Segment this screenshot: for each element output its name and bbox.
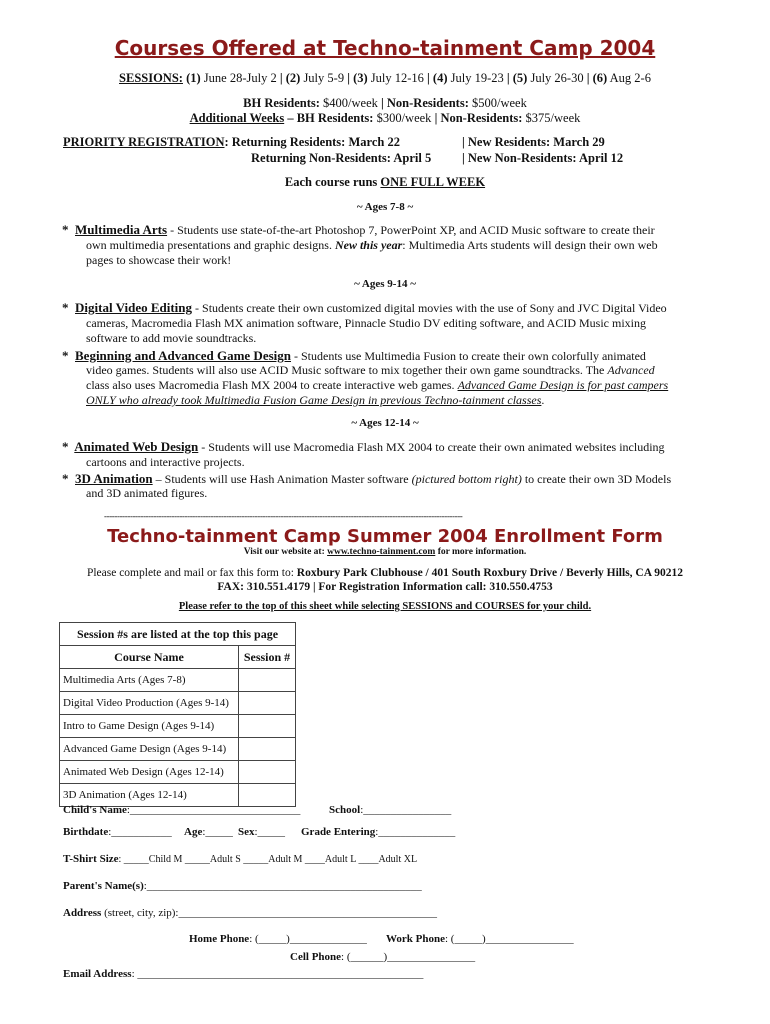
parent-field[interactable] <box>63 880 422 892</box>
course-game-desc-2 <box>86 363 655 378</box>
course-game-desc-3 <box>86 378 668 393</box>
session-number: (5) <box>512 71 528 85</box>
cell-phone-field[interactable] <box>290 951 475 963</box>
course-multimedia-desc-2c: : Multimedia Arts students will design their own web <box>402 238 658 252</box>
session-cell[interactable] <box>239 738 296 761</box>
age-group-7-8: ~ Ages 7-8 ~ <box>356 201 414 213</box>
session-dates: July 12-16 <box>370 71 424 85</box>
sex-field[interactable] <box>238 826 285 838</box>
course-cell: Multimedia Arts (Ages 7-8) <box>60 669 239 692</box>
course-multimedia-desc-1: - Students use state-of-the-art Photoshop 7, PowerPoint XP, and ACID Music software to create their <box>170 223 655 237</box>
course-multimedia-desc-2a: own multimedia presentations and graphic designs. <box>86 238 335 252</box>
course-3d-title: 3D Animation <box>75 471 153 486</box>
website-prefix: Visit our website at: <box>243 547 328 557</box>
home-phone-label: Home Phone <box>189 933 250 945</box>
mail-prefix: Please complete and mail or fax this form to: <box>86 567 297 579</box>
tshirt-field[interactable] <box>63 853 417 865</box>
nonres-price: $500/week <box>471 96 527 110</box>
table-row <box>60 692 296 715</box>
course-duration-prefix: Each course runs <box>284 175 381 189</box>
website-suffix: for more information. <box>435 547 527 557</box>
course-multimedia: * Multimedia Arts - Students use state-of-the-art Photoshop 7, PowerPoint XP, and ACID Music software to create their <box>62 222 655 237</box>
course-multimedia-desc-3: pages to showcase their work! <box>86 253 232 267</box>
course-video-desc-1: - Students create their own customized digital movies with the use of Sony and JVC Digital Video <box>195 301 667 315</box>
work-phone-label: Work Phone <box>386 933 445 945</box>
additional-nonres-price: $375/week <box>525 111 581 125</box>
bh-price: $400/week <box>323 96 378 110</box>
additional-weeks-line: Additional Weeks – BH Residents: $300/week | Non-Residents: $375/week <box>189 111 581 125</box>
website-link[interactable]: www.techno-tainment.com <box>327 547 436 557</box>
email-field[interactable] <box>63 968 423 980</box>
session-cell[interactable] <box>239 669 296 692</box>
course-game-note-2: ONLY who already took Multimedia Fusion Game Design in previous Techno-tainment classes <box>86 393 542 407</box>
course-cell: Advanced Game Design (Ages 9-14) <box>60 738 239 761</box>
nonres-label: Non-Residents: <box>386 96 469 110</box>
website-line <box>0 547 770 557</box>
additional-bh-label: – BH Residents: <box>287 111 374 125</box>
priority-new-nonres: | New Non-Residents: April 12 <box>462 151 624 165</box>
course-game: * Beginning and Advanced Game Design - Students use Multimedia Fusion to create their own colorfully animated <box>62 348 646 363</box>
age-line[interactable]: :_____ <box>202 826 233 838</box>
session-dates: July 26-30 <box>530 71 584 85</box>
session-dates: June 28-July 2 <box>203 71 277 85</box>
course-cell: Digital Video Production (Ages 9-14) <box>60 692 239 715</box>
session-number: (3) <box>353 71 368 85</box>
course-session-table <box>59 622 296 807</box>
parent-label: Parent's Name(s) <box>63 880 144 892</box>
home-phone-field[interactable] <box>189 933 367 945</box>
additional-bh-price: $300/week <box>376 111 432 125</box>
enrollment-title: Techno-tainment Camp Summer 2004 Enrollment Form <box>107 526 663 547</box>
session-cell[interactable] <box>239 761 296 784</box>
work-phone-field[interactable] <box>386 933 574 945</box>
home-phone-line[interactable]: : (_____)______________ <box>249 933 367 945</box>
email-line[interactable]: : ____________________________________________________ <box>131 968 424 980</box>
child-name-line[interactable]: :_______________________________ <box>126 804 301 816</box>
course-game-desc-1: - Students use Multimedia Fusion to create their own colorfully animated <box>294 349 646 363</box>
priority-returning-residents: : Returning Residents: March 22 <box>224 135 400 149</box>
table-row <box>60 761 296 784</box>
address-hint: (street, city, zip): <box>101 907 179 919</box>
sessions-list: (1) June 28-July 2 | (2) July 5-9 | (3) July 12-16 | (4) July 19-23 | (5) July 26-30 | (6) Aug 2-6 <box>186 71 651 85</box>
course-video-title: Digital Video Editing <box>75 300 193 315</box>
course-web-desc-2: cartoons and interactive projects. <box>86 455 245 469</box>
section-divider: ------------------------------------------------------------------------------------------------------------------------------------------ <box>104 511 463 521</box>
course-game-note-end: . <box>541 393 545 407</box>
session-dates: Aug 2-6 <box>609 71 651 85</box>
child-name-label: Child's Name <box>63 804 127 816</box>
grade-field[interactable] <box>301 826 455 838</box>
course-game-title: Beginning and Advanced Game Design <box>75 348 291 363</box>
session-number: (4) <box>432 71 448 85</box>
course-web-title: Animated Web Design <box>74 439 199 454</box>
course-web: * Animated Web Design - Students will use Macromedia Flash MX 2004 to create their own animated websites including <box>62 439 665 454</box>
session-number: (1) <box>186 71 201 85</box>
session-cell[interactable] <box>239 692 296 715</box>
course-game-desc-4 <box>86 393 544 408</box>
birthdate-line[interactable]: :___________ <box>108 826 172 838</box>
course-game-advanced: Advanced <box>607 363 655 377</box>
cell-phone-line[interactable]: : (______)________________ <box>341 951 476 963</box>
sex-line[interactable]: :_____ <box>254 826 286 838</box>
table-row <box>60 669 296 692</box>
course-3d-desc-1b: (pictured bottom right) <box>411 472 522 486</box>
child-name-field[interactable] <box>63 804 300 816</box>
course-3d-desc-1c: to create their own 3D Models <box>521 472 672 486</box>
school-field[interactable] <box>329 804 451 816</box>
col-course-name: Course Name <box>60 646 239 669</box>
grade-line[interactable]: :______________ <box>375 826 456 838</box>
school-line[interactable]: :________________ <box>360 804 452 816</box>
course-cell: Animated Web Design (Ages 12-14) <box>60 761 239 784</box>
sex-label: Sex <box>238 826 255 838</box>
age-label: Age <box>184 826 203 838</box>
priority-label: PRIORITY REGISTRATION <box>63 135 225 149</box>
table-caption: Session #s are listed at the top this page <box>60 623 296 646</box>
address-label: Address <box>63 907 102 919</box>
school-label: School <box>329 804 361 816</box>
course-game-note-1: Advanced Game Design is for past campers <box>457 378 669 392</box>
course-3d-desc-2: and 3D animated figures. <box>86 486 208 500</box>
course-cell: 3D Animation (Ages 12-14) <box>60 784 239 807</box>
page-title: Courses Offered at Techno-tainment Camp 2004 <box>114 36 656 60</box>
mail-line <box>0 567 770 579</box>
table-row <box>60 738 296 761</box>
pricing-line: BH Residents: $400/week | Non-Residents: $500/week <box>243 96 527 110</box>
refer-note: Please refer to the top of this sheet while selecting SESSIONS and COURSES for your child. <box>178 601 592 612</box>
parent-line[interactable]: :__________________________________________________ <box>143 880 422 892</box>
course-video-desc-3: software to add movie soundtracks. <box>86 331 257 345</box>
grade-label: Grade Entering <box>301 826 376 838</box>
priority-new-residents: | New Residents: March 29 <box>462 135 605 149</box>
age-group-9-14: ~ Ages 9-14 ~ <box>354 278 416 290</box>
course-multimedia-title: Multimedia Arts <box>75 222 168 237</box>
course-duration-note <box>0 175 770 190</box>
birthdate-label: Birthdate <box>63 826 109 838</box>
additional-nonres-label: Non-Residents: <box>440 111 523 125</box>
tshirt-label: T-Shirt Size <box>63 853 119 865</box>
course-cell: Intro to Game Design (Ages 9-14) <box>60 715 239 738</box>
sessions-line <box>0 71 770 86</box>
fax-line: FAX: 310.551.4179 | For Registration Information call: 310.550.4753 <box>217 581 553 593</box>
age-field[interactable] <box>184 826 233 838</box>
course-multimedia-desc-2 <box>86 238 658 253</box>
cell-phone-label: Cell Phone <box>290 951 342 963</box>
session-number: (2) <box>285 71 301 85</box>
sessions-label: SESSIONS: <box>119 71 183 85</box>
bh-label: BH Residents: <box>243 96 320 110</box>
session-number: (6) <box>592 71 608 85</box>
course-duration-emph: ONE FULL WEEK <box>380 175 486 189</box>
course-multimedia-new: New this year <box>334 238 403 252</box>
course-3d: * 3D Animation – Students will use Hash Animation Master software (pictured bottom right) to create their own 3D Models <box>62 471 672 486</box>
mail-address: Roxbury Park Clubhouse / 401 South Roxbury Drive / Beverly Hills, CA 90212 <box>296 567 684 579</box>
session-cell[interactable] <box>239 715 296 738</box>
course-web-desc-1: - Students will use Macromedia Flash MX 2004 to create their own animated websites including <box>201 440 665 454</box>
col-session-number: Session # <box>239 646 296 669</box>
course-video: * Digital Video Editing - Students create their own customized digital movies with the use of Sony and JVC Digital Video <box>62 300 667 315</box>
tshirt-options[interactable]: : _____Child M _____Adult S _____Adult M ____Adult L ____Adult XL <box>118 854 418 865</box>
email-label: Email Address <box>63 968 132 980</box>
session-dates: July 19-23 <box>450 71 504 85</box>
birthdate-field[interactable] <box>63 826 172 838</box>
table-row <box>60 715 296 738</box>
course-video-desc-2: cameras, Macromedia Flash MX animation software, Pinnacle Studio DV editing software, and ACID Music mixing <box>86 316 647 330</box>
course-game-desc-2a: video games. Students will also use ACID Music software to mix together their own game soundtracks. The <box>86 363 608 377</box>
age-group-12-14: ~ Ages 12-14 ~ <box>351 417 419 429</box>
priority-returning-nonres: Returning Non-Residents: April 5 <box>251 151 432 165</box>
priority-line-1 <box>63 135 400 150</box>
additional-weeks-label: Additional Weeks <box>189 111 285 125</box>
session-dates: July 5-9 <box>303 71 345 85</box>
work-phone-line[interactable]: : (_____)________________ <box>444 933 574 945</box>
address-field[interactable] <box>63 907 437 919</box>
course-3d-desc-1a: – Students will use Hash Animation Master software <box>155 472 412 486</box>
course-game-desc-3a: class also uses Macromedia Flash MX 2004 to create interactive web games. <box>86 378 458 392</box>
address-line[interactable]: _______________________________________________ <box>178 907 437 919</box>
